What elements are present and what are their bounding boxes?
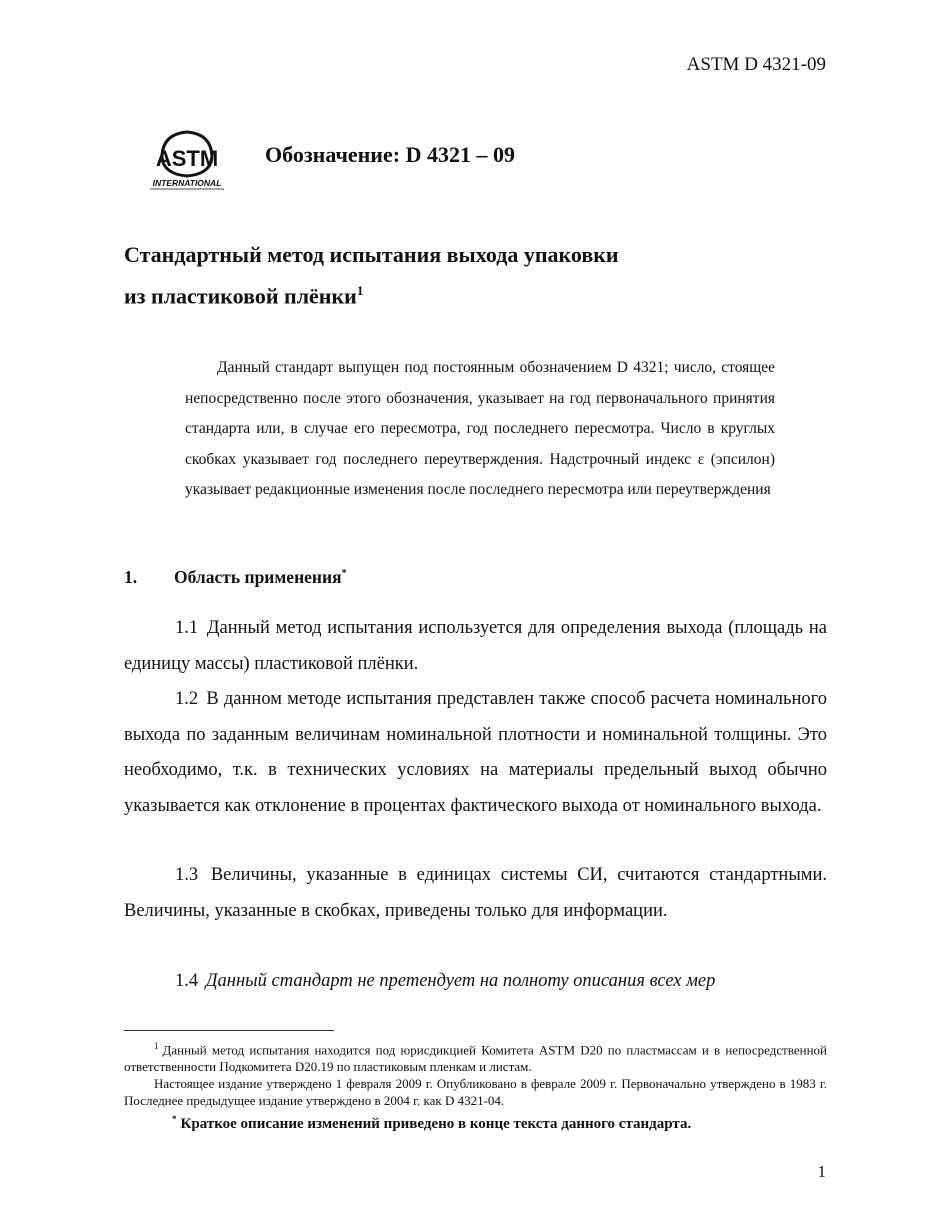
footnote-star-text: Краткое описание изменений приведено в конце текста данного стандарта. xyxy=(180,1116,692,1133)
paragraph-text: Данный стандарт не претендует на полноту описания всех мер xyxy=(205,971,716,991)
title-footnote-mark: 1 xyxy=(356,283,364,298)
astm-logo xyxy=(148,124,226,190)
paragraph-text: В данном методе испытания представлен также способ расчета номинального выхода по заданным величинам номинальной плотности и номинальной толщины. Это необходимо, т.к. в технических условиях на материалы предельный выход обычно указывается как отклонение в процентах фактического выхода от номинального выхода. xyxy=(124,689,828,816)
paragraph-number: 1.1 xyxy=(175,618,199,638)
standard-designation: Обозначение: D 4321 – 09 xyxy=(265,142,515,167)
footnote-1-text: Данный метод испытания находится под юрисдикцией Комитета ASTM D20 по пластмассам и в непосредственной ответственности Подкомитета D20.19 по пластиковым пленкам и листам. xyxy=(124,1042,827,1075)
footnotes xyxy=(124,1038,827,1134)
section-mark: * xyxy=(341,568,347,580)
paragraph-1-2 xyxy=(124,682,827,824)
logo-text: ASTM xyxy=(155,146,219,171)
paragraph-1-3 xyxy=(124,858,827,929)
paragraph-1-4 xyxy=(124,964,827,1000)
section-title: Область применения xyxy=(174,567,342,587)
paragraph-number: 1.4 xyxy=(175,971,199,991)
footnote-1-text2: Настоящее издание утверждено 1 февраля 2009 г. Опубликовано в феврале 2009 г. Первоначально утверждено в 1983 г. Последнее предыдущее издание утверждено в 2004 г. как D 4321-04. xyxy=(124,1076,827,1109)
document-code-header: ASTM D 4321-09 xyxy=(686,54,826,75)
section-heading xyxy=(124,567,347,588)
document-title-line1: Стандартный метод испытания выхода упаковки xyxy=(124,242,619,267)
paragraph-number: 1.2 xyxy=(175,689,199,709)
paragraph-text: Данный метод испытания используется для определения выхода (площадь на единицу массы) пластиковой плёнки. xyxy=(124,618,828,674)
document-title-line2-text: из пластиковой плёнки xyxy=(124,283,357,309)
section-number: 1. xyxy=(124,567,138,587)
paragraph-number: 1.3 xyxy=(175,865,199,885)
footnote-1 xyxy=(124,1038,827,1075)
standard-notice xyxy=(185,353,775,506)
footnote-star-mark: * xyxy=(172,1114,177,1125)
footnote-star xyxy=(124,1109,827,1134)
paragraph-1-1 xyxy=(124,611,827,682)
document-title-line2 xyxy=(124,283,363,309)
notice-text: Данный стандарт выпущен под постоянным обозначением D 4321; число, стоящее непосредственно после этого обозначения, указывает на год первоначального принятия стандарта или, в случае его пересмотра, год последнего пересмотра. Число в круглых скобках указывает год последнего переутверждения. Надстрочный индекс ε (эпсилон) указывает редакционные изменения после последнего пересмотра или переутверждения xyxy=(185,359,775,499)
page-number: 1 xyxy=(817,1162,826,1181)
paragraph-text: Величины, указанные в единицах системы СИ, считаются стандартными. Величины, указанные в скобках, приведены только для информации. xyxy=(124,865,827,921)
footnote-1-continued xyxy=(124,1075,827,1109)
logo-subtext: INTERNATIONAL xyxy=(152,178,222,188)
footnote-1-mark: 1 xyxy=(154,1041,159,1051)
footnote-divider xyxy=(124,1030,334,1031)
